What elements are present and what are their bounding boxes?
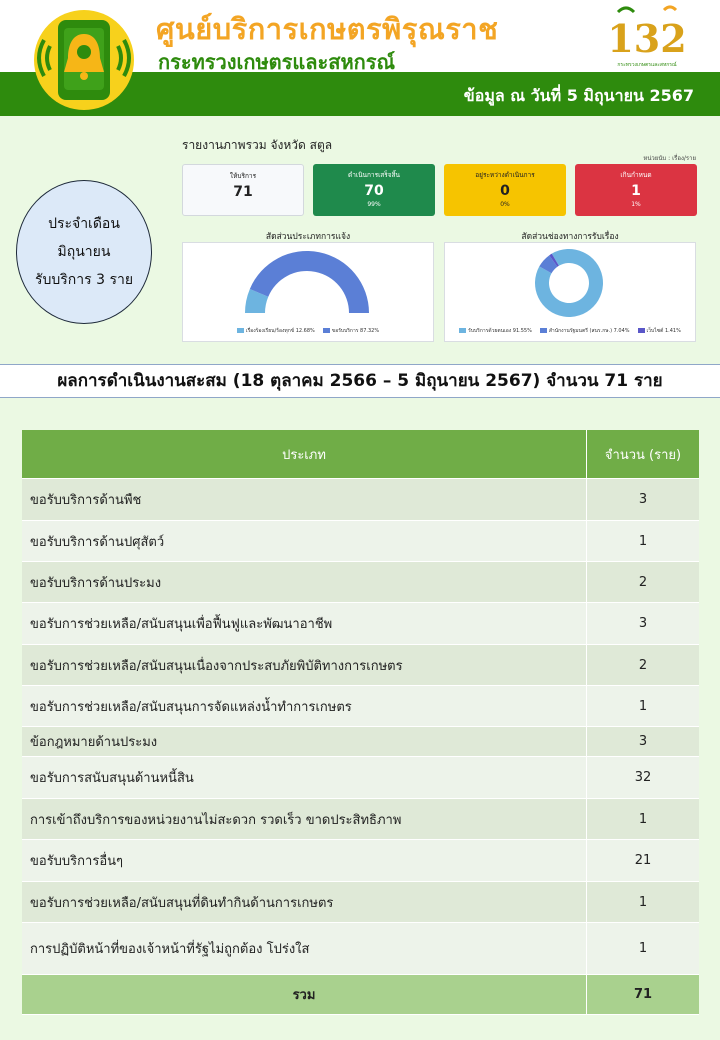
stat-value: 70 <box>364 183 384 199</box>
dashboard-title: รายงานภาพรวม จังหวัด สตูล <box>182 138 333 152</box>
category-table <box>22 430 699 1015</box>
emblem-icon <box>604 2 690 70</box>
stat-card-served <box>182 164 304 216</box>
table-cell-type: ขอรับบริการด้านประมง <box>22 562 587 602</box>
table-row <box>22 686 699 727</box>
stat-percent: 99% <box>367 201 381 208</box>
table-total-row <box>22 975 699 1015</box>
table-cell-count: 1 <box>638 941 648 956</box>
table-row <box>22 562 699 603</box>
chart2-legend-item: เว็บไซต์ 1.41% <box>638 327 681 335</box>
table-cell-count: 3 <box>638 492 648 507</box>
stat-value: 71 <box>233 184 253 200</box>
stat-label: ให้บริการ <box>229 172 257 180</box>
table-cell-count: 1 <box>638 811 648 827</box>
table-header-type: ประเภท <box>22 430 587 478</box>
table-cell-count: 21 <box>634 853 652 868</box>
table-cell-type: ขอรับการช่วยเหลือ/สนับสนุนที่ดินทำกินด้านการเกษตร <box>22 882 587 922</box>
chart2-title: สัดส่วนช่องทางการรับเรื่อง <box>521 232 619 242</box>
dashboard-unit: หน่วยนับ : เรื่อง/ราย <box>643 155 696 162</box>
chart2-legend <box>445 327 695 335</box>
chart1-box <box>182 242 434 342</box>
stat-value: 0 <box>500 183 510 199</box>
half-donut-chart <box>183 243 433 323</box>
table-row <box>22 799 699 840</box>
table-cell-type: ขอรับบริการด้านปศุสัตว์ <box>22 521 587 561</box>
page-title: ศูนย์บริการเกษตรพิรุณราช <box>156 12 499 46</box>
month-summary-line3: รับบริการ 3 ราย <box>34 272 134 288</box>
table-cell-type: ขอรับบริการด้านพืช <box>22 479 587 520</box>
table-row <box>22 645 699 686</box>
table-cell-type: ขอรับการสนับสนุนด้านหนี้สิน <box>22 757 587 798</box>
chart2-box <box>444 242 696 342</box>
table-cell-count: 3 <box>638 616 648 631</box>
table-row <box>22 603 699 645</box>
table-row <box>22 479 699 521</box>
stat-card-overdue <box>575 164 697 216</box>
stat-percent: 0% <box>500 201 510 208</box>
table-cell-count: 1 <box>638 894 648 910</box>
stat-percent: 1% <box>631 201 641 208</box>
table-row <box>22 923 699 975</box>
cumulative-summary-banner: ผลการดำเนินงานสะสม (18 ตุลาคม 2566 – 5 มิถุนายน 2567) จำนวน 71 ราย <box>0 364 720 398</box>
anniversary-emblem <box>604 2 690 70</box>
table-row <box>22 757 699 799</box>
emblem-number: 132 <box>607 16 687 61</box>
chart2-legend-item: สำนักงานรัฐมนตรี (สนร.กษ.) 7.04% <box>540 327 630 335</box>
chart2-legend-item: รับบริการด้วยตนเอง 91.55% <box>459 327 532 335</box>
stat-card-in-progress <box>444 164 566 216</box>
chart1-legend-item: ขอรับบริการ 87.32% <box>323 327 379 335</box>
chart1-legend-item: เรื่องร้องเรียน/ร้องทุกข์ 12.68% <box>237 327 315 335</box>
table-total-value: 71 <box>633 987 653 1002</box>
table-cell-type: ข้อกฎหมายด้านประมง <box>22 727 587 756</box>
month-summary-circle <box>16 180 152 324</box>
table-header-row <box>22 430 699 479</box>
chart1-title: สัดส่วนประเภทการแจ้ง <box>265 232 351 242</box>
month-summary-line1: ประจำเดือน <box>48 216 120 232</box>
chart1-slice <box>250 251 369 313</box>
table-cell-type: การปฏิบัติหน้าที่ของเจ้าหน้าที่รัฐไม่ถูกต้อง โปร่งใส <box>22 923 587 974</box>
page-subtitle: กระทรวงเกษตรและสหกรณ์ <box>158 50 396 74</box>
chart1-legend <box>183 327 433 335</box>
table-cell-type: ขอรับการช่วยเหลือ/สนับสนุนการจัดแหล่งน้ำทำการเกษตร <box>22 686 587 726</box>
table-cell-count: 1 <box>638 533 648 549</box>
table-total-label: รวม <box>22 975 587 1014</box>
month-summary-line2: มิถุนายน <box>57 244 111 260</box>
table-row <box>22 727 699 757</box>
donut-chart <box>445 243 695 323</box>
table-cell-count: 32 <box>634 770 652 785</box>
table-header-count: จำนวน (ราย) <box>604 447 682 463</box>
table-row <box>22 882 699 923</box>
table-cell-count: 2 <box>638 657 648 673</box>
table-cell-type: ขอรับบริการอื่นๆ <box>22 840 587 881</box>
table-body <box>22 479 699 975</box>
stat-label: ดำเนินการเสร็จสิ้น <box>348 171 400 179</box>
stat-label: เกินกำหนด <box>620 171 652 179</box>
emblem-caption: กระทรวงเกษตรและสหกรณ์ <box>617 62 677 68</box>
table-cell-type: ขอรับการช่วยเหลือ/สนับสนุนเนื่องจากประสบภัยพิบัติทางการเกษตร <box>22 645 587 685</box>
table-row <box>22 840 699 882</box>
table-row <box>22 521 699 562</box>
table-cell-type: ขอรับการช่วยเหลือ/สนับสนุนเพื่อฟื้นฟูและพัฒนาอาชีพ <box>22 603 587 644</box>
stat-value: 1 <box>631 183 641 199</box>
table-cell-count: 3 <box>638 734 648 749</box>
stat-card-completed <box>313 164 435 216</box>
data-date: ข้อมูล ณ วันที่ 5 มิถุนายน 2567 <box>463 86 694 105</box>
table-cell-count: 1 <box>638 698 648 714</box>
table-cell-count: 2 <box>638 574 648 590</box>
stat-label: อยู่ระหว่างดำเนินการ <box>475 171 535 179</box>
bell-logo-icon <box>28 6 140 112</box>
table-cell-type: การเข้าถึงบริการของหน่วยงานไม่สะดวก รวดเร็ว ขาดประสิทธิภาพ <box>22 799 587 839</box>
